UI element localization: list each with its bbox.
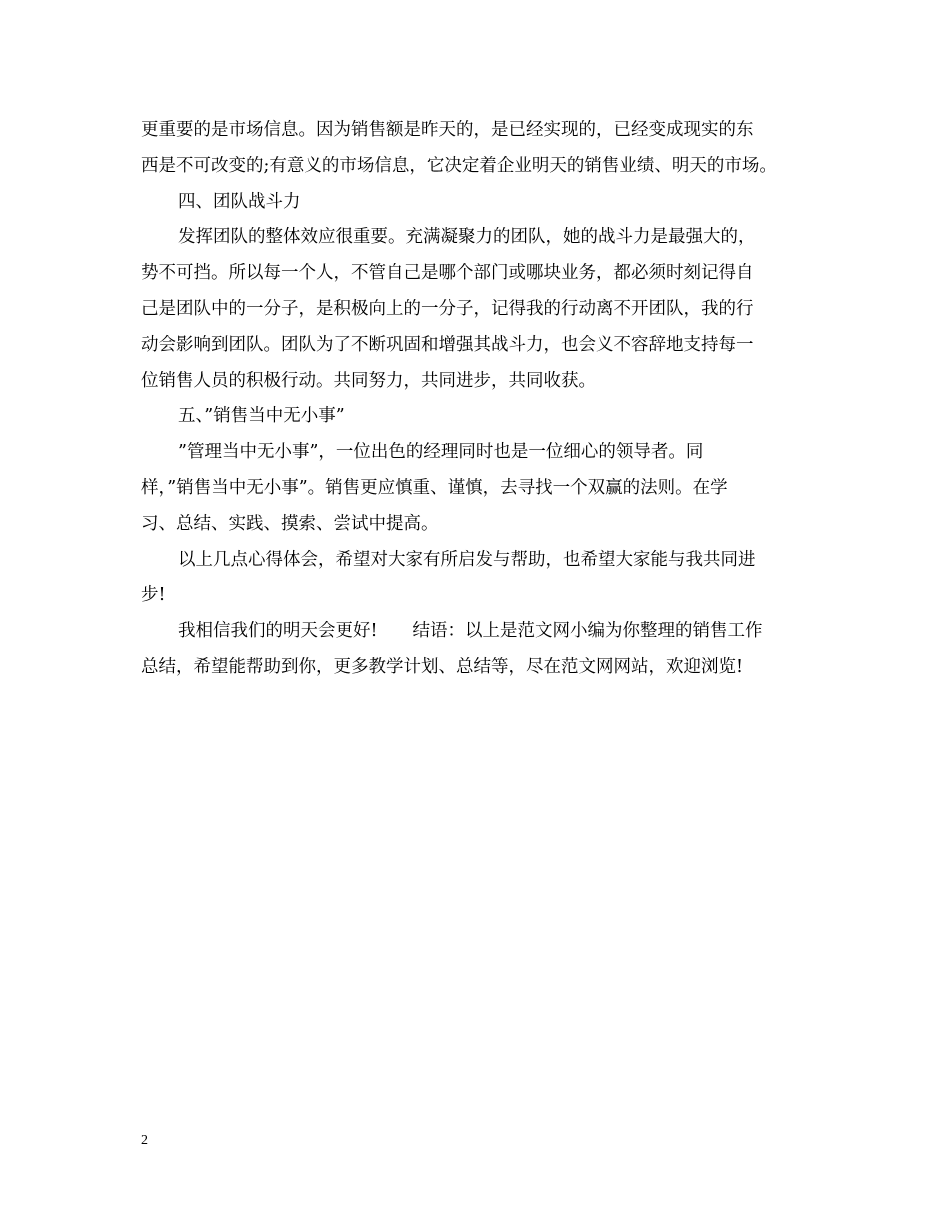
page-number: 2 xyxy=(141,1133,148,1148)
body-line-2: 西是不可改变的;有意义的市场信息，它决定着企业明天的销售业绩、明天的市场。 xyxy=(141,155,777,176)
body-line-15: 我相信我们的明天会更好! 结语：以上是范文网小编为你整理的销售工作 xyxy=(178,621,763,642)
body-line-8: 位销售人员的积极行动。共同努力，共同进步，共同收获。 xyxy=(141,370,596,391)
section-heading-4: 四、团队战斗力 xyxy=(178,191,301,212)
body-line-6: 己是团队中的一分子，是积极向上的一分子，记得我的行动离不开团队，我的行 xyxy=(141,298,754,319)
body-line-10: ”管理当中无小事”，一位出色的经理同时也是一位细心的领导者。同 xyxy=(178,442,704,463)
section-heading-5: 五、”销售当中无小事” xyxy=(178,406,345,427)
body-line-14: 步! xyxy=(141,585,166,606)
body-line-13: 以上几点心得体会，希望对大家有所启发与帮助，也希望大家能与我共同进 xyxy=(178,549,756,570)
body-line-1: 更重要的是市场信息。因为销售额是昨天的，是已经实现的，已经变成现实的东 xyxy=(141,120,754,140)
document-body xyxy=(141,113,821,686)
body-line-5: 势不可挡。所以每一个人，不管自己是哪个部门或哪块业务，都必须时刻记得自 xyxy=(141,263,754,284)
body-line-7: 动会影响到团队。团队为了不断巩固和增强其战斗力，也会义不容辞地支持每一 xyxy=(141,334,754,355)
body-line-12: 习、总结、实践、摸索、尝试中提高。 xyxy=(141,513,439,534)
body-line-16: 总结，希望能帮助到你，更多教学计划、总结等，尽在范文网网站，欢迎浏览! xyxy=(141,656,744,677)
body-line-4: 发挥团队的整体效应很重要。充满凝聚力的团队，她的战斗力是最强大的， xyxy=(178,227,756,248)
body-line-11: 样，”销售当中无小事”。销售更应慎重、谨慎，去寻找一个双赢的法则。在学 xyxy=(141,477,728,498)
